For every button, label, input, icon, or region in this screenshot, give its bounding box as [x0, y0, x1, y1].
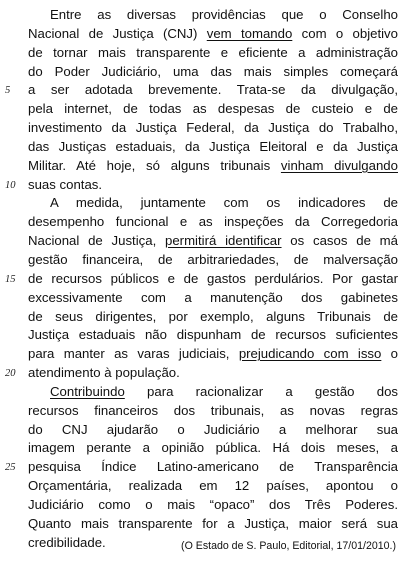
- text-line: [28, 251, 398, 270]
- text-segment: atendimento à população.: [28, 365, 180, 381]
- text-line: [28, 25, 398, 44]
- text-segment: de tornar mais transparente e eficiente a administração: [28, 44, 398, 60]
- text-segment: Justiça estaduais não dispunham de recursos suficientes: [28, 327, 398, 343]
- line-number: 20: [5, 368, 16, 380]
- text-segment: de recursos públicos e de gastos perdulários. Por gastar: [28, 270, 398, 286]
- text-line: [28, 138, 398, 157]
- text-line: [28, 326, 398, 345]
- text-line: [28, 421, 398, 440]
- text-segment: do Poder Judiciário, uma das mais simples começará: [28, 63, 398, 79]
- text-line: [28, 402, 398, 421]
- text-segment: com o objetivo: [292, 25, 398, 41]
- paragraph: [5, 194, 399, 382]
- underlined-phrase: vem tomando: [206, 25, 293, 41]
- text-segment: gestão financeira, de arbitrariedades, de malversação: [28, 251, 398, 267]
- text-line: [5, 176, 398, 195]
- text-segment: Judiciário como o mais “opaco” dos Três Poderes.: [28, 496, 398, 512]
- paragraph: [5, 6, 398, 194]
- text-line: [28, 308, 398, 327]
- underlined-phrase: vinham divulgando: [280, 157, 398, 173]
- text-line: [28, 63, 398, 82]
- text-segment: pesquisa Índice Latino-americano de Transparência: [28, 459, 398, 475]
- text-segment: a ser adotada brevemente. Trata-se da divulgação,: [28, 82, 398, 98]
- text-segment: Nacional de Justiça (CNJ): [28, 25, 207, 41]
- text-segment: excessivamente com a manutenção dos gabinetes: [28, 289, 398, 305]
- text-line: [28, 119, 398, 138]
- text-segment: para racionalizar a gestão dos: [124, 383, 398, 399]
- text-segment: Entre as diversas providências que o Conselho: [50, 7, 398, 22]
- text-segment: pela internet, de todas as despesas de custeio e de: [28, 101, 398, 117]
- text-line: [5, 364, 398, 383]
- text-segment: Orçamentária, realizada em 12 países, apontou o: [28, 478, 398, 494]
- text-line: [28, 6, 398, 25]
- text-segment: para manter as varas judiciais,: [28, 346, 239, 362]
- underlined-phrase: permitirá identificar: [165, 233, 282, 249]
- underlined-phrase: Contribuindo: [50, 383, 125, 399]
- text-line: [28, 515, 398, 534]
- text-segment: A medida, juntamente com os indicadores de: [50, 195, 398, 211]
- paragraph: [5, 383, 398, 553]
- line-number: 15: [5, 273, 16, 285]
- text-segment: desempenho funcional e as inspeções da Corregedoria: [28, 214, 398, 230]
- text-segment: credibilidade.: [28, 534, 106, 550]
- line-number: 10: [5, 179, 16, 191]
- text-line: [28, 439, 398, 458]
- line-number: 5: [5, 85, 11, 97]
- text-segment: do CNJ ajudarão o Judiciário a melhorar sua: [28, 421, 398, 437]
- text-line: [28, 289, 398, 308]
- text-segment: Quanto mais transparente for a Justiça, maior será sua: [28, 515, 398, 531]
- text-line: [28, 213, 398, 232]
- text-segment: suas contas.: [28, 176, 103, 192]
- text-segment: investimento da Justiça Federal, da Justiça do Trabalho,: [28, 120, 398, 136]
- text-line: [5, 81, 398, 100]
- article-text: [5, 6, 399, 552]
- text-segment: das Justiças estaduais, da Justiça Eleitoral e da Justiça: [28, 138, 398, 154]
- text-line: [5, 458, 398, 477]
- text-line: [28, 100, 398, 119]
- text-segment: recursos financeiros dos tribunais, as novas regras: [28, 402, 398, 418]
- text-line: [28, 496, 398, 515]
- underlined-phrase: prejudicando com isso: [238, 346, 382, 362]
- line-number: 25: [5, 462, 16, 474]
- source-citation: (O Estado de S. Paulo, Editorial, 17/01/2010.): [181, 540, 396, 552]
- text-segment: de seus dirigentes, por exemplo, alguns Tribunais de: [28, 308, 398, 324]
- text-line: [28, 345, 398, 364]
- text-segment: Militar. Até hoje, só alguns tribunais: [28, 157, 281, 173]
- text-segment: o: [381, 346, 399, 362]
- text-segment: Nacional de Justiça,: [28, 233, 166, 249]
- text-segment: os casos de má: [281, 233, 398, 249]
- text-line: [28, 44, 398, 63]
- text-line: [28, 383, 398, 402]
- text-segment: imagem perante a opinião pública. Há dois meses, a: [28, 440, 398, 456]
- text-line: [5, 270, 398, 289]
- text-line: [28, 232, 398, 251]
- text-line: [28, 157, 398, 176]
- text-line: [28, 477, 398, 496]
- text-line: [28, 194, 398, 213]
